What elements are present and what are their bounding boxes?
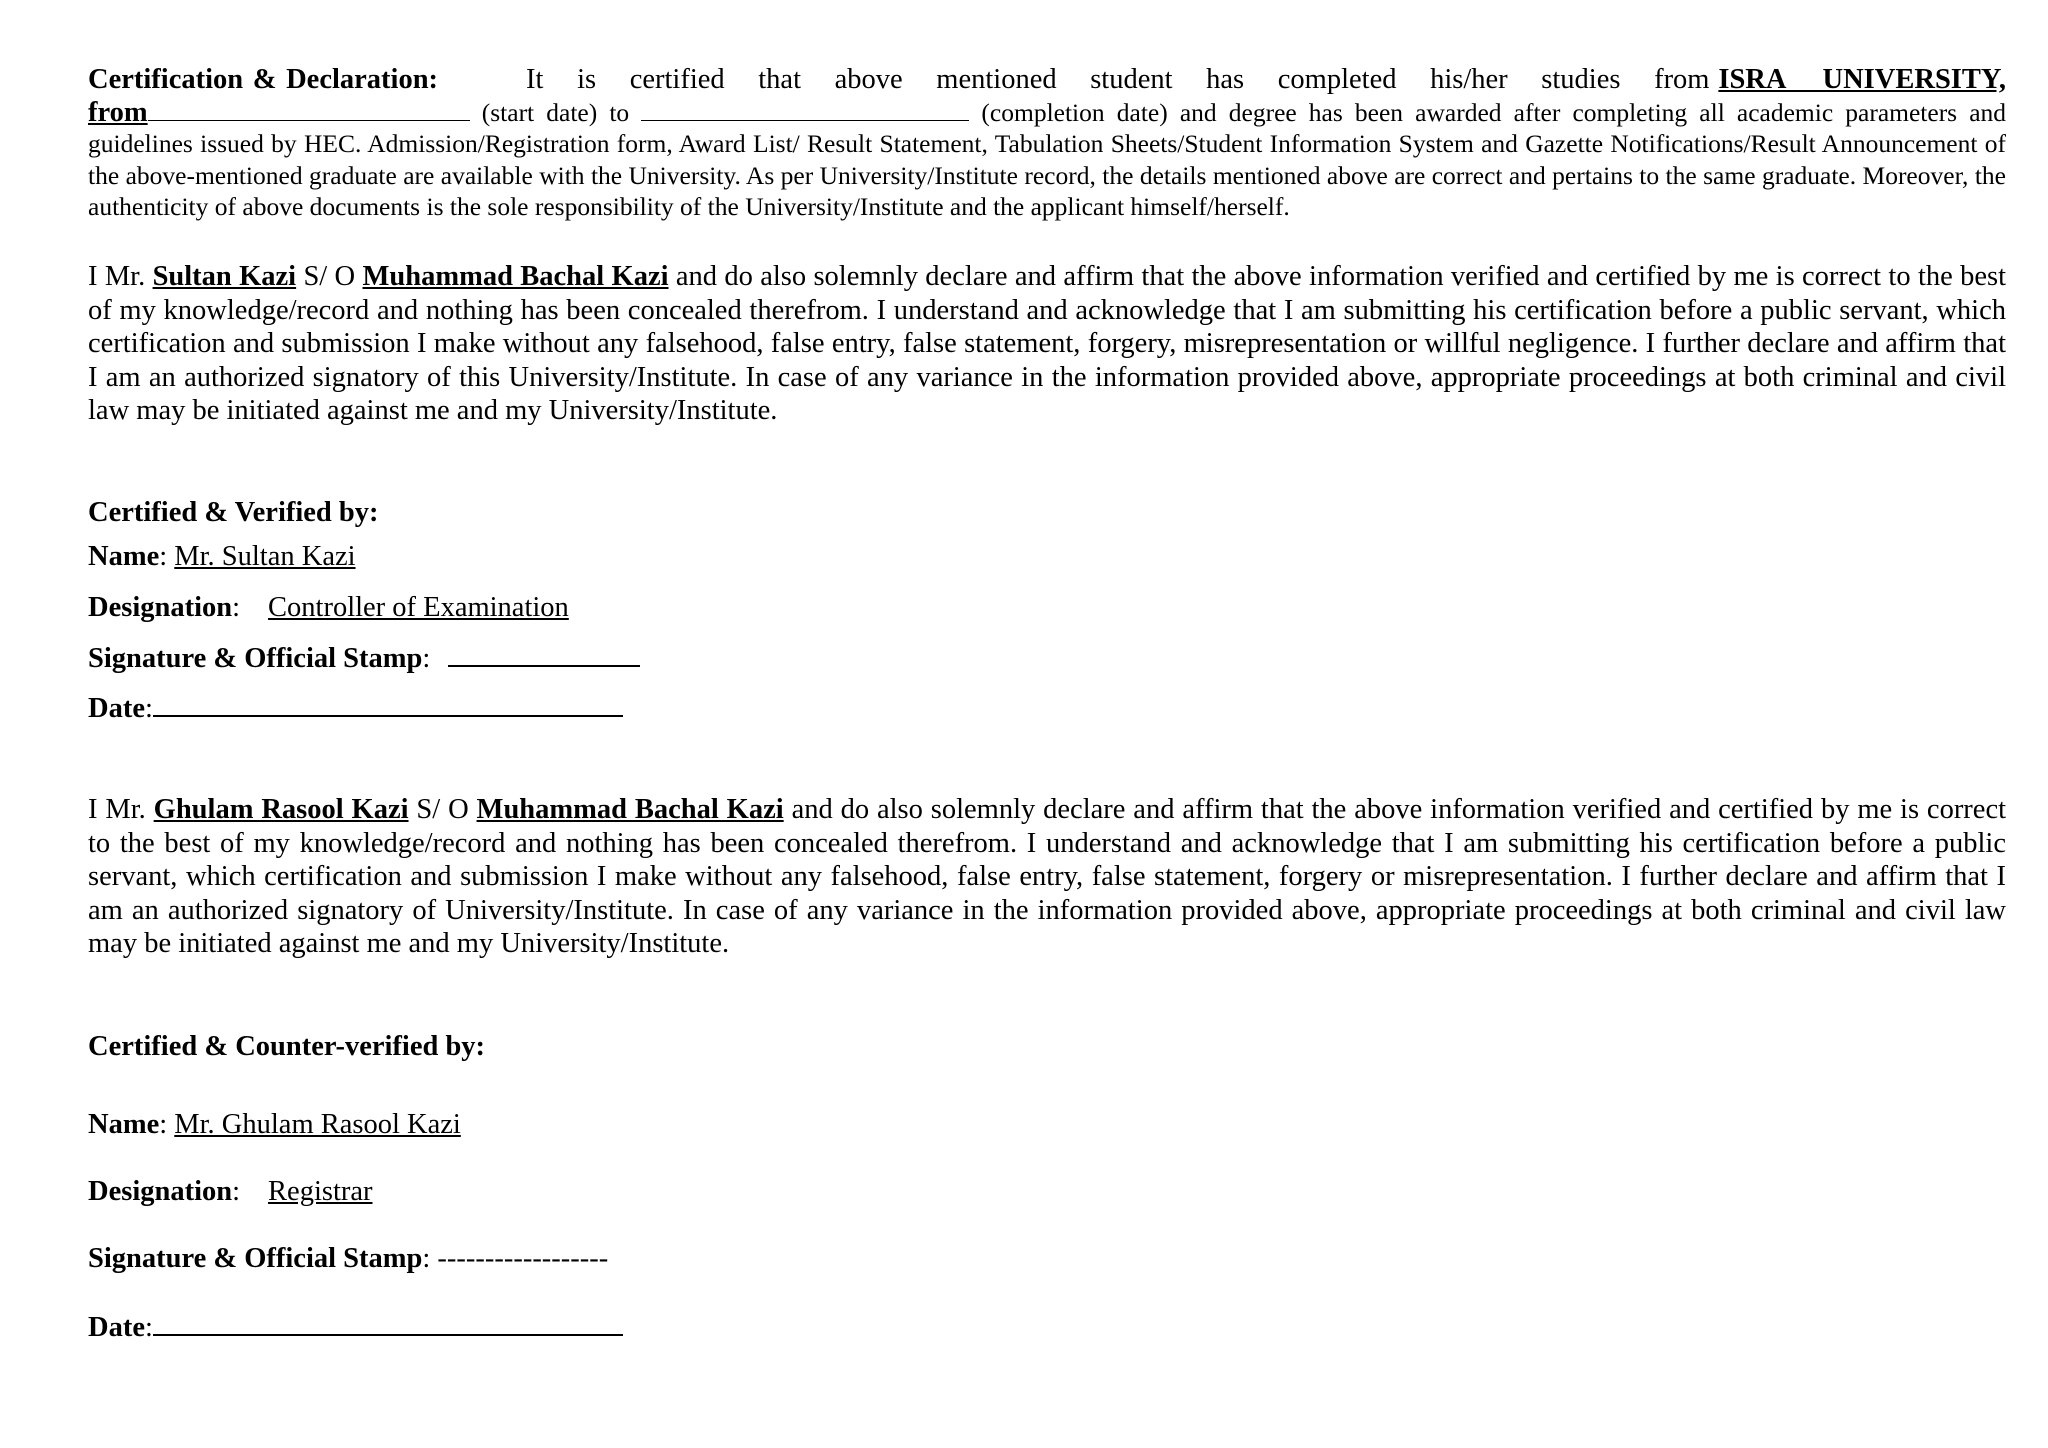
decl2-text: and do also solemnly declare and affirm that the above information verified and certified by me is correct to the best of my knowledge/record and nothing has been concealed therefrom. I understand and acknowledge that I am submitting his certification before a public servant, which certification and submission I make without any falsehood, false entry, false statement, forgery or misrepresentation. I further declare and affirm that I am an authorized signatory of University/Institute. In case of any variance in the information provided above, appropriate proceedings at both criminal and civil law may be initiated against me and my University/Institute. [88, 794, 2007, 959]
verified-signature-label: Signature & Official Stamp [88, 643, 423, 674]
verified-name-label: Name [88, 541, 160, 572]
counter-heading-text: Certified & Counter-verified by: [88, 1031, 486, 1062]
counter-name-row: Name: Mr. Ghulam Rasool Kazi [88, 1109, 461, 1140]
verified-heading [88, 496, 378, 530]
certification-paragraph [88, 64, 2006, 223]
verified-name-row: Name: Mr. Sultan Kazi [88, 541, 356, 572]
declaration-paragraph-2 [88, 793, 2006, 961]
counter-name-value: Mr. Ghulam Rasool Kazi [174, 1109, 461, 1140]
counter-designation-row: Designation: Registrar [88, 1176, 373, 1207]
verified-signature-row: Signature & Official Stamp: [88, 641, 640, 676]
verified-designation-label: Designation [88, 592, 233, 623]
decl2-father: Muhammad Bachal Kazi [476, 794, 784, 825]
verified-date-blank [153, 691, 623, 717]
decl2-name: Ghulam Rasool Kazi [153, 794, 409, 825]
verified-heading-text: Certified & Verified by: [88, 497, 379, 528]
verified-name-value: Mr. Sultan Kazi [174, 541, 356, 572]
counter-date-row: Date: [88, 1310, 623, 1345]
decl2-prefix: I Mr. [88, 794, 146, 825]
counter-designation-label: Designation [88, 1176, 233, 1207]
verified-date-label: Date [88, 693, 145, 724]
start-date-label: (start date) to [481, 97, 630, 127]
decl1-name: Sultan Kazi [152, 261, 297, 292]
verified-signature-blank [448, 641, 640, 667]
decl1-prefix: I Mr. [88, 261, 146, 292]
counter-signature-value: ------------------ [437, 1243, 609, 1274]
completion-text: (completion date) and degree has been awarded after completing all academic parameters and guidelines issued by HEC. Admission/Registration form, Award List/ Result Statement, Tabulation Sheets/Student Information System and Gazette Notifications/Result Announcement of the above-mentioned graduate are available with the University. As per University/Institute record, the details mentioned above are correct and pertains to the same graduate. Moreover, the authenticity of above documents is the sole responsibility of the University/Institute and the applicant himself/herself. [88, 97, 2007, 221]
counter-signature-row: Signature & Official Stamp: ------------------ [88, 1243, 609, 1274]
verified-designation-row: Designation: Controller of Examination [88, 592, 569, 623]
university-name: ISRA UNIVERSITY, [1718, 64, 2006, 95]
verified-date-row: Date: [88, 691, 623, 726]
from-label: from [88, 96, 148, 128]
counter-heading [88, 1030, 485, 1064]
counter-signature-label: Signature & Official Stamp [88, 1243, 423, 1274]
declaration-paragraph-1 [88, 260, 2006, 428]
counter-designation-value: Registrar [268, 1176, 373, 1207]
certification-intro: It is certified that above mentioned student has completed his/her studies from [526, 64, 1710, 95]
decl1-so: S/ O [303, 261, 356, 292]
decl1-text: and do also solemnly declare and affirm that the above information verified and certified by me is correct to the best of my knowledge/record and nothing has been concealed therefrom. I understand and acknowledge that I am submitting his certification before a public servant, which certification and submission I make without any falsehood, false entry, false statement, forgery, misrepresentation or willful negligence. I further declare and affirm that I am an authorized signatory of this University/Institute. In case of any variance in the information provided above, appropriate proceedings at both criminal and civil law may be initiated against me and my University/Institute. [88, 261, 2007, 426]
counter-date-label: Date [88, 1312, 145, 1343]
decl2-so: S/ O [416, 794, 469, 825]
counter-name-label: Name [88, 1109, 160, 1140]
start-date-blank [148, 96, 470, 121]
completion-date-blank [641, 96, 969, 121]
certification-heading: Certification & Declaration: [88, 64, 439, 95]
decl1-father: Muhammad Bachal Kazi [362, 261, 669, 292]
counter-date-blank [153, 1310, 623, 1336]
verified-designation-value: Controller of Examination [268, 592, 569, 623]
